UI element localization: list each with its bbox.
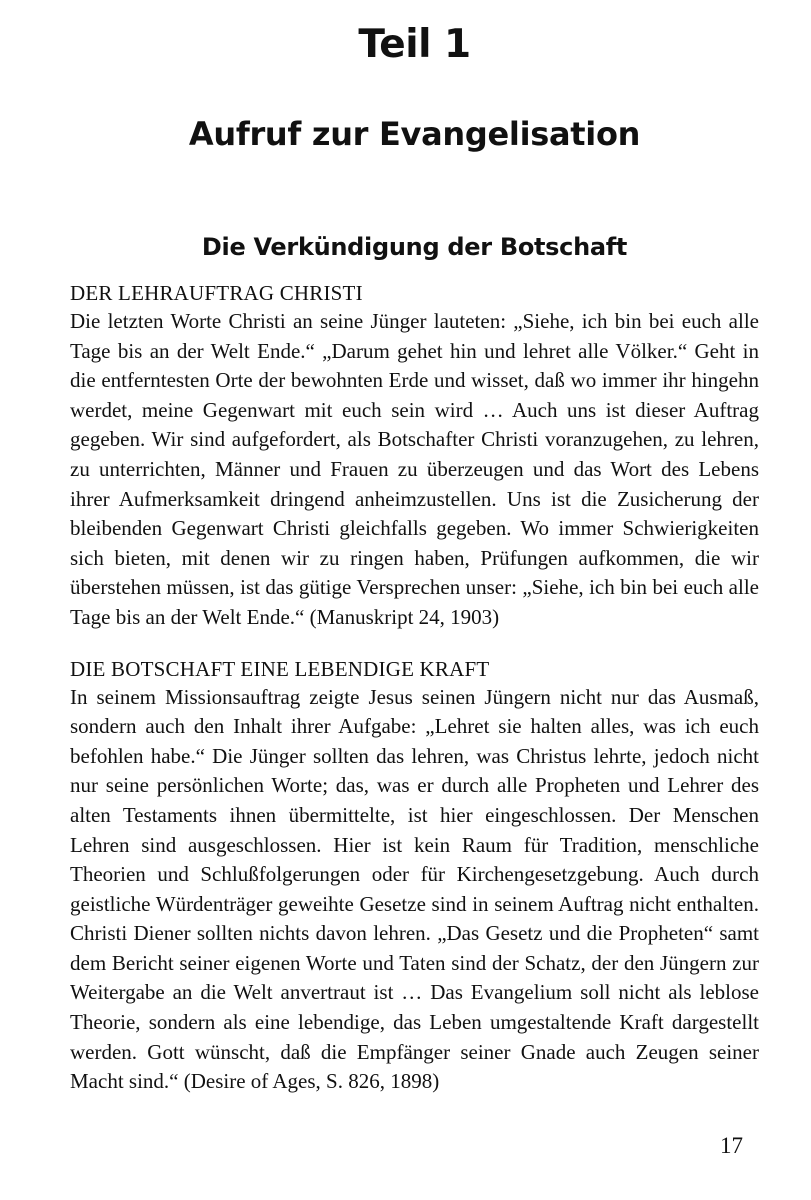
subsection-lehrauftrag xyxy=(70,279,759,633)
subsection-heading: DIE BOTSCHAFT EINE LEBENDIGE KRAFT xyxy=(70,656,490,681)
section-title: Die Verkündigung der Botschaft xyxy=(201,233,628,261)
part-title: Teil 1 xyxy=(358,22,471,67)
subsection-botschaft xyxy=(70,655,759,1097)
subsection-body: Die letzten Worte Christi an seine Jünger lauteten: „Siehe, ich bin bei euch alle Tage bis an der Welt Ende.“ „Darum gehet hin und lehret alle Völker.“ Geht in die entferntesten Orte der bewohnten Erde und wisset, daß wo immer ihr hingehn werdet, meine Gegenwart mit euch sein wird … Auch uns ist dieser Auftrag gegeben. Wir sind aufgefordert, als Botschafter Christi voranzugehen, zu lehren, zu unterrichten, Männer und Frauen zu überzeugen und das Wort des Lebens ihrer Aufmerksamkeit dringend anheimzustellen. Uns ist die Zusicherung der bleibenden Gegenwart Christi gleichfalls gegeben. Wo immer Schwierigkeiten sich bieten, mit denen wir zu ringen haben, Prüfungen aufkommen, die wir überstehen müssen, ist das gütige Versprechen unser: „Siehe, ich bin bei euch alle Tage bis an der Welt Ende.“ (Manuskript 24, 1903) xyxy=(70,309,759,629)
chapter-title: Aufruf zur Evangelisation xyxy=(188,115,641,153)
subsection-heading: DER LEHRAUFTRAG CHRISTI xyxy=(70,281,363,305)
subsection-body: In seinem Missionsauftrag zeigte Jesus seinen Jüngern nicht nur das Ausmaß, sondern auch den Inhalt ihrer Aufgabe: „Lehret sie halten alles, was ich euch befohlen habe.“ Die Jünger sollten das lehren, was Christus lehrte, jedoch nicht nur seine persönlichen Worte; das, was er durch alle Propheten und Lehrer des alten Testaments ihnen übermittelte, ist hier eingeschlossen. Der Menschen Lehren sind ausgeschlossen. Hier ist kein Raum für Tradition, menschliche Theorien und Schlußfolgerungen oder für Kirchengesetzgebung. Auch durch geistliche Würdenträger geweihte Gesetze sind in seinem Auftrag nicht enthalten. Christi Diener sollten nichts davon lehren. „Das Gesetz und die Propheten“ samt dem Bericht seiner eigenen Worte und Taten sind der Schatz, der den Jüngern zur Weitergabe an die Welt anvertraut ist … Das Evangelium soll nicht als leblose Theorie, sondern als eine lebendige, das Leben umgestaltende Kraft dargestellt werden. Gott wünscht, daß die Empfänger seiner Gnade auch Zeugen seiner Macht sind.“ (Desire of Ages, S. 826, 1898) xyxy=(70,684,759,1094)
page-number: 17 xyxy=(720,1133,743,1158)
